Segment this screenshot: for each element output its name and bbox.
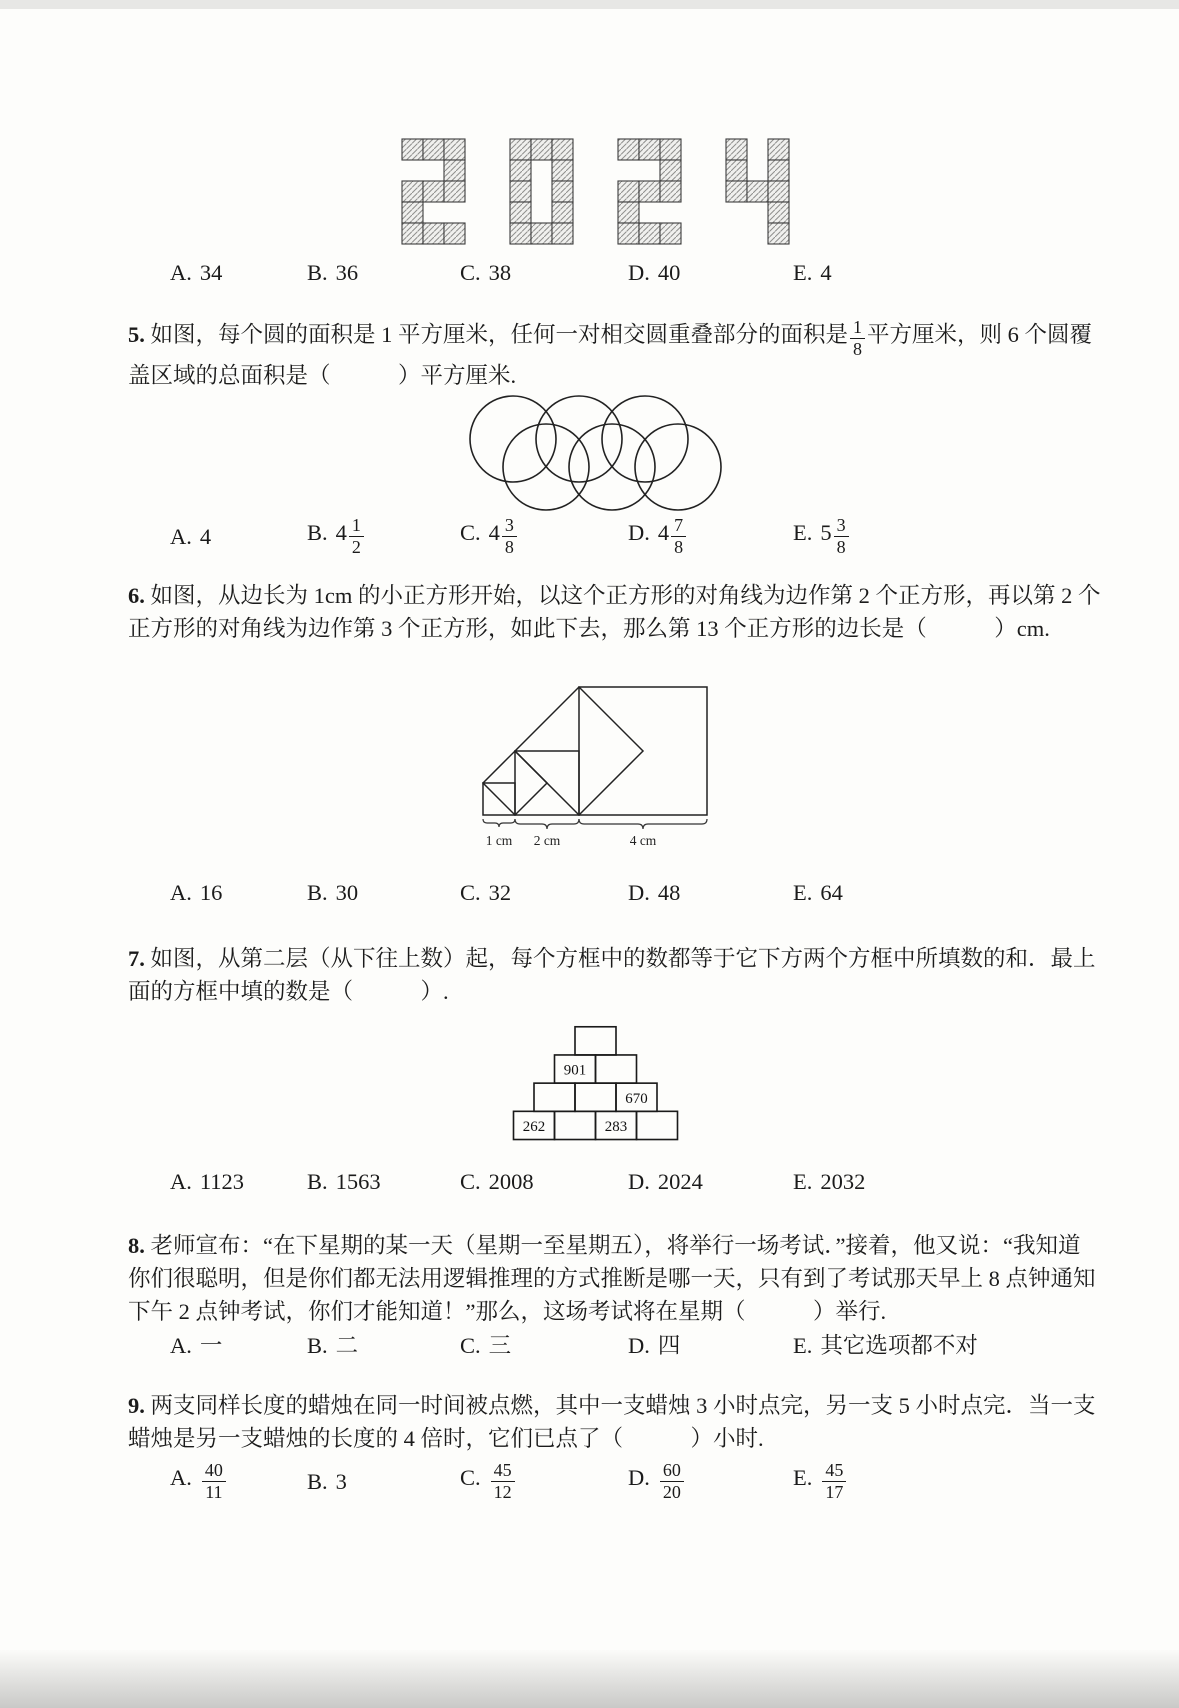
option-label: B.: [307, 519, 328, 545]
hatched-cell: [402, 181, 423, 202]
fraction: $\frac{3}{8}$: [834, 516, 849, 557]
question-number: 7.: [128, 945, 151, 971]
question-number: 5.: [128, 322, 151, 347]
hatched-cell: [444, 160, 465, 181]
option-D: D. 四: [628, 1332, 681, 1358]
text-line: 正方形的对角线为边作第 3 个正方形，如此下去，那么第 13 个正方形的边长是（ ）cm.: [128, 615, 1050, 641]
hatched-cell: [444, 181, 465, 202]
hatched-cell: [618, 181, 639, 202]
option-B: B. 36: [307, 260, 359, 285]
option-label: A.: [170, 260, 192, 285]
hatched-cell: [639, 181, 660, 202]
hatched-cell: [510, 181, 531, 202]
option-label: C.: [460, 1168, 481, 1194]
pyramid-value-262: 262: [522, 1118, 546, 1135]
option-B: B. 二: [307, 1332, 359, 1358]
option-label: D.: [628, 260, 650, 285]
hatched-cell: [768, 139, 789, 160]
q6-options: [128, 877, 1063, 908]
option-E: [793, 516, 1063, 557]
option-C: [460, 516, 628, 557]
option-label: B.: [307, 1168, 328, 1194]
pyramid-value-283: 283: [604, 1118, 628, 1135]
text-line: 9. 两支同样长度的蜡烛在同一时间被点燃，其中一支蜡烛 3 小时点完，另一支 5 小时点完．当一支: [128, 1392, 1096, 1418]
option-A: [170, 1461, 307, 1502]
hatched-cell: [726, 139, 747, 160]
text-line: 下午 2 点钟考试，你们才能知道！”那么，这场考试将在星期（ ）举行.: [128, 1298, 887, 1324]
option-label: C.: [460, 260, 481, 285]
hatched-cell: [768, 202, 789, 223]
q7-text: [128, 942, 1096, 1008]
option-C: C. 38: [460, 260, 512, 285]
option-label: E.: [793, 1168, 813, 1194]
option-C: C. 2008: [460, 1168, 534, 1194]
q6-figure-nested-squares: [476, 685, 716, 853]
q5-figure-six-circles: [469, 394, 723, 512]
hatched-cell: [768, 160, 789, 181]
hatched-cell: [552, 202, 573, 223]
question-number: 9.: [128, 1392, 151, 1418]
hatched-cell: [660, 223, 681, 244]
hatched-cell: [768, 181, 789, 202]
option-E: E. 64: [793, 879, 843, 905]
hatched-cell: [639, 139, 660, 160]
option-label: D.: [628, 519, 650, 545]
option-label: B.: [307, 260, 328, 285]
text-line: 面的方框中填的数是（ ）.: [128, 978, 449, 1004]
mixed-number: 4 $\frac{3}{8}$: [489, 520, 519, 545]
option-label: C.: [460, 879, 481, 905]
mixed-number: 5 $\frac{3}{8}$: [820, 520, 850, 545]
option-label: E.: [793, 260, 813, 285]
pyramid-box-r3c2: [575, 1083, 616, 1111]
option-label: D.: [628, 1332, 650, 1358]
option-A: A. 1123: [170, 1168, 245, 1194]
option-E: E. 4: [793, 260, 832, 285]
hatched-cell: [552, 160, 573, 181]
q8-options: [128, 1330, 1063, 1361]
option-A: A. 4: [170, 523, 212, 549]
hatched-cell: [510, 202, 531, 223]
hatched-cell: [747, 181, 768, 202]
hatched-cell: [660, 139, 681, 160]
pyramid-value-901: 901: [563, 1062, 587, 1079]
option-D: D. 2024: [628, 1168, 703, 1194]
mixed-number: 4 $\frac{7}{8}$: [658, 520, 688, 545]
option-D: D. 48: [628, 879, 681, 905]
option-D: [628, 1461, 793, 1502]
fraction: $\frac{60}{20}$: [660, 1461, 684, 1502]
fraction: $\frac{1}{2}$: [349, 516, 364, 557]
hatched-cell: [402, 223, 423, 244]
option-D: D. 40: [628, 260, 681, 285]
fraction: $\frac{45}{17}$: [822, 1461, 846, 1502]
pyramid-box-r4c2: [555, 1111, 596, 1139]
option-label: A.: [170, 1464, 192, 1490]
option-label: E.: [793, 879, 813, 905]
hatched-cell: [726, 160, 747, 181]
label-1cm: 1 cm: [485, 832, 512, 848]
hatched-cell: [444, 139, 465, 160]
hatched-cell: [510, 160, 531, 181]
label-4cm: 4 cm: [629, 832, 656, 848]
hatched-cell: [618, 223, 639, 244]
q7-options: [128, 1166, 1063, 1197]
text-line: 你们很聪明，但是你们都无法用逻辑推理的方式推断是哪一天，只有到了考试那天早上 8 点钟通知: [128, 1265, 1096, 1291]
option-A: A. 34: [170, 260, 223, 285]
option-B: B. 1563: [307, 1168, 381, 1194]
option-label: A.: [170, 1332, 192, 1358]
option-label: A.: [170, 1168, 192, 1194]
q7-figure-number-pyramid: [493, 1024, 698, 1144]
option-label: D.: [628, 1168, 650, 1194]
option-label: B.: [307, 1468, 328, 1494]
q9-options: [128, 1461, 1063, 1502]
hatched-cell: [552, 139, 573, 160]
label-2cm: 2 cm: [533, 832, 560, 848]
option-label: D.: [628, 879, 650, 905]
scan-edge-bottom: [0, 1650, 1179, 1708]
option-D: [628, 516, 793, 557]
scan-edge-top: [0, 0, 1179, 9]
option-label: C.: [460, 1464, 481, 1490]
hatched-cell: [444, 223, 465, 244]
brace-1cm: [483, 819, 515, 827]
hatched-cell: [660, 181, 681, 202]
option-C: C. 32: [460, 879, 512, 905]
text-line: 蜡烛是另一支蜡烛的长度的 4 倍时，它们已点了（ ）小时.: [128, 1425, 764, 1451]
hatched-cell: [402, 202, 423, 223]
q5-text: [128, 317, 1093, 392]
option-label: E.: [793, 1464, 813, 1490]
option-E: E. 2032: [793, 1168, 866, 1194]
q5-options: [128, 516, 1063, 557]
option-label: D.: [628, 1464, 650, 1490]
hatched-cell: [552, 181, 573, 202]
fraction: $\frac{1}{8}$: [850, 318, 865, 359]
option-label: E.: [793, 1332, 813, 1358]
option-label: A.: [170, 523, 192, 549]
option-label: C.: [460, 519, 481, 545]
pyramid-box-r3c1: [534, 1083, 575, 1111]
option-B: [307, 516, 460, 557]
pyramid-box-r1c1: [575, 1026, 616, 1054]
option-label: B.: [307, 1332, 328, 1358]
mixed-number: 4 $\frac{1}{2}$: [336, 520, 366, 545]
hatched-cell: [510, 139, 531, 160]
hatched-cell: [531, 223, 552, 244]
option-A: A. 一: [170, 1332, 223, 1358]
option-B: B. 3: [307, 1468, 347, 1494]
option-label: A.: [170, 879, 192, 905]
hatched-cell: [423, 181, 444, 202]
question-number: 8.: [128, 1232, 151, 1258]
question-number: 6.: [128, 582, 151, 608]
fraction: $\frac{45}{12}$: [491, 1461, 515, 1502]
hatched-cell: [510, 223, 531, 244]
hatched-cell: [531, 139, 552, 160]
hatched-cell: [768, 223, 789, 244]
option-B: B. 30: [307, 879, 359, 905]
hatched-cells: [402, 139, 789, 244]
pyramid-box-r4c4: [637, 1111, 678, 1139]
text-line: 8. 老师宣布：“在下星期的某一天（星期一至星期五），将举行一场考试．”接着，他又说：“我知道: [128, 1232, 1081, 1258]
hatched-cell: [552, 223, 573, 244]
option-A: A. 16: [170, 879, 223, 905]
pyramid-value-670: 670: [625, 1090, 648, 1107]
figure-2024-hatched-grid: [401, 138, 790, 245]
hatched-cell: [660, 160, 681, 181]
option-C: [460, 1461, 628, 1502]
option-E: E. 其它选项都不对: [793, 1332, 978, 1358]
option-C: C. 三: [460, 1332, 512, 1358]
hatched-cell: [639, 223, 660, 244]
text-line: 5. 如图，每个圆的面积是 1 平方厘米，任何一对相交圆重叠部分的面积是 $\frac{1}{8}$ 平方厘米，则 6 个圆覆: [128, 317, 1093, 359]
text-line: 6. 如图，从边长为 1cm 的小正方形开始，以这个正方形的对角线为边作第 2 个正方形，再以第 2 个: [128, 582, 1101, 608]
hatched-cell: [423, 139, 444, 160]
hatched-cell: [618, 202, 639, 223]
q8-text: [128, 1229, 1096, 1328]
fraction: $\frac{40}{11}$: [202, 1461, 226, 1502]
option-label: C.: [460, 1332, 481, 1358]
q9-text: [128, 1389, 1096, 1455]
option-E: [793, 1461, 1063, 1502]
hatched-cell: [402, 139, 423, 160]
hatched-cell: [726, 181, 747, 202]
option-label: E.: [793, 519, 813, 545]
q6-text: [128, 579, 1101, 645]
text-line: 盖区域的总面积是（ ）平方厘米.: [128, 362, 517, 388]
brace-4cm: [579, 819, 707, 829]
hatched-cell: [618, 139, 639, 160]
hatched-cell: [423, 223, 444, 244]
fraction: $\frac{7}{8}$: [671, 516, 686, 557]
fraction: $\frac{3}{8}$: [502, 516, 517, 557]
brace-2cm: [515, 819, 579, 829]
q4-options: [128, 257, 1063, 288]
option-label: B.: [307, 879, 328, 905]
pyramid-box-r2c2: [596, 1055, 637, 1083]
text-line: 7. 如图，从第二层（从下往上数）起，每个方框中的数都等于它下方两个方框中所填数的和．最上: [128, 945, 1096, 971]
